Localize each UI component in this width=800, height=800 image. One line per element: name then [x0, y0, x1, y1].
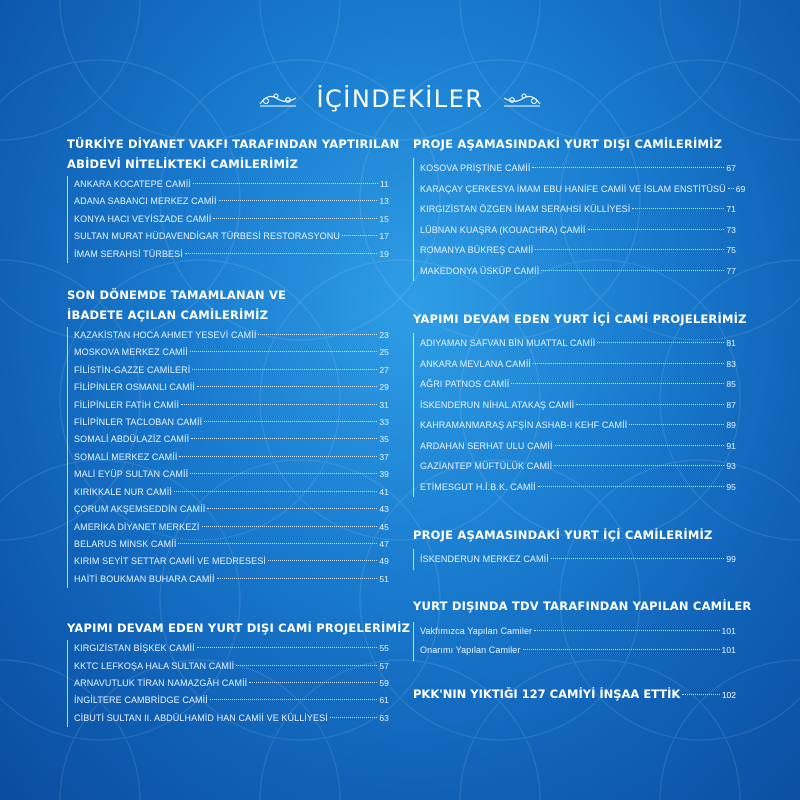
toc-entry-page: 49	[379, 556, 389, 567]
toc-entry[interactable]	[74, 484, 389, 501]
toc-entry-label: ÇORUM AKŞEMSEDDİN CAMİİ	[74, 504, 206, 515]
toc-entry[interactable]	[420, 456, 736, 477]
toc-entry-page: 99	[726, 554, 736, 564]
dot-leader	[597, 342, 724, 343]
toc-entry-page: 55	[379, 643, 389, 654]
toc-entry-label: SULTAN MURAT HÜDAVENDİGAR TÜRBESİ RESTORASYONU	[74, 231, 340, 242]
toc-entry-label: ANKARA KOCATEPE CAMİİ	[74, 179, 191, 189]
toc-entry-label: FİLİSTİN-GAZZE CAMİLERİ	[74, 364, 191, 375]
toc-entry[interactable]	[420, 622, 736, 642]
toc-entry-page: 71	[726, 204, 736, 214]
section-title: PROJE AŞAMASINDAKİ YURT İÇİ CAMİLERİMİZ	[413, 528, 713, 542]
toc-entry-page: 37	[379, 451, 389, 462]
toc-entry-page: 33	[379, 417, 389, 428]
toc-entry-page: 43	[379, 504, 389, 515]
dot-leader	[197, 647, 378, 648]
dot-leader	[207, 508, 377, 509]
dot-leader	[179, 456, 377, 457]
toc-right-column	[413, 130, 752, 701]
toc-entry-label: BELARUS MİNSK CAMİİ	[74, 538, 177, 549]
dot-leader	[210, 699, 377, 700]
toc-entry-page: 35	[379, 434, 389, 445]
toc-entry[interactable]	[420, 179, 746, 200]
toc-entry[interactable]	[74, 449, 389, 466]
toc-entry-label: ETİMESGUT H.İ.B.K. CAMİİ	[420, 481, 536, 492]
toc-entry-label: KKTC LEFKOŞA HALA SULTAN CAMİİ	[74, 660, 235, 671]
toc-entry-label: AĞRI PATNOS CAMİİ	[420, 379, 510, 389]
toc-entry-label: MOSKOVA MERKEZ CAMİİ	[74, 347, 188, 358]
toc-entry[interactable]	[420, 436, 736, 457]
dot-leader	[523, 649, 720, 650]
dot-leader	[258, 334, 377, 335]
toc-entry[interactable]	[74, 327, 389, 344]
toc-entry[interactable]	[74, 228, 389, 245]
toc-entry-label: KAHRAMANMARAŞ AFŞİN ASHAB-I KEHF CAMİİ	[420, 420, 628, 430]
toc-section	[413, 596, 752, 661]
toc-entry-page: 17	[379, 231, 389, 242]
toc-entry[interactable]	[74, 675, 389, 692]
toc-entry[interactable]	[74, 553, 389, 570]
toc-entry-label: SOMALİ ABDÜLAZİZ CAMİİ	[74, 434, 190, 445]
toc-entry[interactable]	[74, 344, 389, 361]
toc-entry-label: KIRIM SEYİT SETTAR CAMİİ VE MEDRESESİ	[74, 556, 266, 567]
dot-leader	[178, 543, 377, 544]
dot-leader	[202, 526, 378, 527]
toc-entry-label: MALİ EYÜP SULTAN CAMİİ	[74, 469, 189, 480]
toc-entry[interactable]	[420, 374, 736, 395]
toc-entry[interactable]	[420, 549, 736, 570]
toc-entry-page: 27	[379, 364, 389, 375]
toc-entry[interactable]	[74, 640, 389, 657]
dot-leader	[511, 383, 724, 384]
section-items	[413, 158, 746, 281]
dot-leader	[213, 218, 377, 219]
dot-leader	[219, 200, 378, 201]
dot-leader	[236, 665, 377, 666]
toc-entry-label: LÜBNAN KUAŞRA (KOUACHRA) CAMİİ	[420, 224, 586, 235]
toc-entry-page: 61	[379, 695, 389, 706]
toc-entry-label: KIRIKKALE NUR CAMİİ	[74, 486, 172, 497]
toc-entry-label: KONYA HACI VEYİSZADE CAMİİ	[74, 213, 212, 224]
toc-entry[interactable]	[74, 466, 389, 483]
dot-leader	[541, 270, 724, 271]
toc-entry-page: 81	[726, 338, 736, 348]
dot-leader	[190, 351, 377, 352]
toc-entry[interactable]	[74, 692, 389, 709]
toc-entry-page: 101	[721, 625, 736, 636]
toc-entry-page: 77	[726, 265, 736, 276]
dot-leader	[268, 560, 377, 561]
toc-entry-page: 102	[721, 689, 736, 700]
toc-section	[67, 134, 400, 263]
toc-entry-label: KARAÇAY ÇERKESYA İMAM EBU HANİFE CAMİİ VE İSLAM ENSTİTÜSÜ	[420, 183, 726, 194]
dot-leader	[185, 253, 377, 254]
section-title: YAPIMI DEVAM EDEN YURT DIŞI CAMİ PROJELERİMİZ	[67, 621, 411, 636]
toc-entry-label: ADANA SABANCI MERKEZ CAMİİ	[74, 196, 217, 207]
section-items	[413, 549, 736, 570]
toc-entry-label: GAZİANTEP MÜFTÜLÜK CAMİİ	[420, 461, 553, 471]
toc-entry-page: 59	[379, 677, 389, 688]
toc-entry-label: İSKENDERUN NİHAL ATAKAŞ CAMİİ	[420, 399, 575, 410]
toc-entry-label: FİLİPİNLER TACLOBAN CAMİİ	[74, 417, 203, 428]
dot-leader	[217, 578, 378, 579]
toc-section	[67, 285, 389, 588]
toc-entry-page: 101	[721, 645, 736, 655]
section-title: TÜRKİYE DİYANET VAKFI TARAFINDAN YAPTIRILAN ABİDEVİ NİTELİKTEKİ CAMİLERİMİZ	[67, 137, 400, 171]
toc-entry[interactable]	[74, 710, 389, 727]
dot-leader	[190, 473, 377, 474]
dot-leader	[533, 363, 724, 364]
toc-entry-label: KIRGIZİSTAN ÖZGEN İMAM SERAHSİ KÜLLİYESİ	[420, 204, 631, 214]
dot-leader	[555, 445, 725, 446]
toc-entry-page: 29	[379, 382, 389, 393]
dot-leader	[538, 486, 725, 487]
toc-entry[interactable]	[420, 354, 736, 375]
toc-entry-page: 89	[726, 420, 736, 430]
toc-entry-page: 69	[735, 183, 746, 194]
toc-entry[interactable]	[74, 193, 389, 210]
toc-entry-page: 13	[379, 196, 389, 207]
toc-entry-page: 93	[726, 461, 736, 471]
ornament-right-icon	[502, 90, 542, 108]
toc-entry-label: HAİTİ BOUKMAN BUHARA CAMİİ	[74, 573, 215, 584]
dot-leader	[728, 188, 734, 189]
toc-entry-page: 75	[726, 245, 736, 255]
toc-entry[interactable]	[420, 415, 736, 436]
dot-leader	[192, 369, 377, 370]
toc-entry-label: İNGİLTERE CAMBRİDGE CAMİİ	[74, 695, 208, 706]
toc-entry-label: Vakfımızca Yapılan Camiler	[420, 625, 533, 636]
toc-entry-label: ANKARA MEVLANA CAMİİ	[420, 358, 532, 369]
section-items	[413, 622, 736, 661]
toc-entry-label: KAZAKİSTAN HOCA AHMET YESEVİ CAMİİ	[74, 330, 257, 341]
toc-entry[interactable]	[74, 397, 389, 414]
toc-entry-label: ARNAVUTLUK TİRAN NAMAZGÂH CAMİİ	[74, 677, 248, 688]
dot-leader	[330, 717, 378, 718]
dot-leader	[197, 386, 377, 387]
dot-leader	[535, 249, 724, 250]
section-title: YURT DIŞINDA TDV TARAFINDAN YAPILAN CAMİLER	[413, 598, 752, 613]
toc-entry-page: 63	[379, 712, 389, 723]
dot-leader	[629, 424, 724, 425]
toc-entry-page: 45	[379, 521, 389, 532]
dot-leader	[551, 558, 725, 559]
page-header	[0, 84, 800, 114]
toc-entry-label: SOMALİ MERKEZ CAMİİ	[74, 451, 178, 462]
dot-leader	[534, 630, 719, 631]
toc-entry-page: 23	[379, 330, 389, 341]
toc-entry-page: 41	[379, 486, 389, 497]
section-title: YAPIMI DEVAM EDEN YURT İÇİ CAMİ PROJELERİMİZ	[413, 312, 747, 326]
toc-entry-page: 51	[379, 573, 389, 584]
toc-entry-label: Onarımı Yapılan Camiler	[420, 645, 521, 655]
toc-entry-page: 15	[379, 213, 389, 224]
section-items	[67, 327, 389, 588]
toc-entry-label: PKK'NIN YIKTIĞI 127 CAMİYİ İNŞAA ETTİK	[413, 686, 681, 701]
toc-section	[67, 618, 411, 727]
toc-entry[interactable]	[420, 199, 736, 220]
dot-leader	[576, 404, 724, 405]
ornament-left-icon	[258, 90, 298, 108]
toc-entry-label: KIRGIZİSTAN BİŞKEK CAMİİ	[74, 643, 195, 654]
toc-entry-page: 91	[726, 440, 736, 451]
toc-entry-page: 87	[726, 399, 736, 410]
toc-entry[interactable]	[74, 501, 389, 518]
toc-entry-label: FİLİPİNLER FATİH CAMİİ	[74, 399, 180, 410]
toc-entry[interactable]	[420, 641, 736, 661]
toc-entry[interactable]	[74, 431, 389, 448]
section-title: PROJE AŞAMASINDAKİ YURT DIŞI CAMİLERİMİZ	[413, 137, 723, 151]
section-title: SON DÖNEMDE TAMAMLANAN VE İBADETE AÇILAN CAMİLERİMİZ	[67, 288, 287, 323]
toc-entry-page: 83	[726, 358, 736, 369]
toc-entry[interactable]	[420, 220, 736, 241]
dot-leader	[193, 183, 378, 184]
toc-entry[interactable]	[74, 658, 389, 675]
toc-entry[interactable]	[74, 536, 389, 553]
toc-entry[interactable]	[74, 246, 389, 263]
toc-entry-label: ROMANYA BÜKREŞ CAMİİ	[420, 245, 534, 255]
toc-entry-label: İSKENDERUN MERKEZ CAMİİ	[420, 554, 549, 564]
toc-entry-label: AMERİKA DİYANET MERKEZİ	[74, 521, 200, 532]
dot-leader	[342, 235, 377, 236]
toc-entry-label: KOSOVA PRİŞTİNE CAMİİ	[420, 163, 531, 173]
dot-leader	[682, 694, 719, 695]
toc-entry-page: 95	[726, 481, 736, 492]
toc-entry-page: 57	[379, 660, 389, 671]
toc-entry[interactable]	[420, 240, 736, 261]
toc-entry[interactable]	[74, 571, 389, 588]
toc-entry-page: 39	[379, 469, 389, 480]
toc-left-column	[67, 130, 411, 727]
dot-leader	[191, 438, 377, 439]
toc-section	[413, 525, 736, 570]
dot-leader	[204, 421, 377, 422]
toc-entry-page: 47	[379, 538, 389, 549]
dot-leader	[174, 491, 377, 492]
toc-entry-page: 67	[726, 163, 736, 173]
toc-entry-label: MAKEDONYA ÜSKÜP CAMİİ	[420, 265, 540, 276]
toc-entry-page: 31	[379, 399, 389, 410]
toc-entry-page: 25	[379, 347, 389, 358]
dot-leader	[181, 404, 377, 405]
toc-entry-page: 73	[726, 224, 736, 235]
toc-entry[interactable]	[74, 362, 389, 379]
toc-entry[interactable]	[420, 477, 736, 498]
toc-section	[413, 134, 746, 281]
toc-entry-label: İMAM SERAHSİ TÜRBESİ	[74, 248, 183, 259]
toc-entry-label: CİBUTİ SULTAN II. ABDÜLHAMİD HAN CAMİİ VE KÜLLİYESİ	[74, 712, 328, 723]
toc-entry[interactable]	[74, 519, 389, 536]
toc-entry[interactable]	[74, 176, 389, 193]
dot-leader	[249, 682, 377, 683]
section-items	[413, 333, 736, 497]
toc-entry[interactable]	[420, 395, 736, 416]
toc-final-entry[interactable]	[413, 687, 736, 701]
toc-entry-page: 85	[726, 379, 736, 389]
toc-entry-label: FİLİPİNLER OSMANLI CAMİİ	[74, 382, 195, 393]
toc-entry[interactable]	[420, 333, 736, 354]
toc-section	[413, 309, 747, 497]
toc-entry-page: 19	[379, 248, 389, 259]
toc-entry[interactable]	[420, 261, 736, 282]
toc-entry[interactable]	[420, 158, 736, 179]
toc-entry-label: ARDAHAN SERHAT ULU CAMİİ	[420, 440, 553, 451]
toc-entry-page: 11	[379, 179, 389, 189]
toc-entry[interactable]	[74, 414, 389, 431]
toc-entry[interactable]	[74, 379, 389, 396]
page-title: İÇİNDEKİLER	[316, 85, 484, 113]
dot-leader	[554, 465, 724, 466]
dot-leader	[532, 167, 724, 168]
section-items	[67, 176, 389, 263]
toc-entry-label: ADIYAMAN SAFVAN BİN MUATTAL CAMİİ	[420, 338, 596, 348]
dot-leader	[588, 229, 725, 230]
toc-entry[interactable]	[74, 211, 389, 228]
dot-leader	[632, 208, 724, 209]
section-items	[67, 640, 389, 727]
